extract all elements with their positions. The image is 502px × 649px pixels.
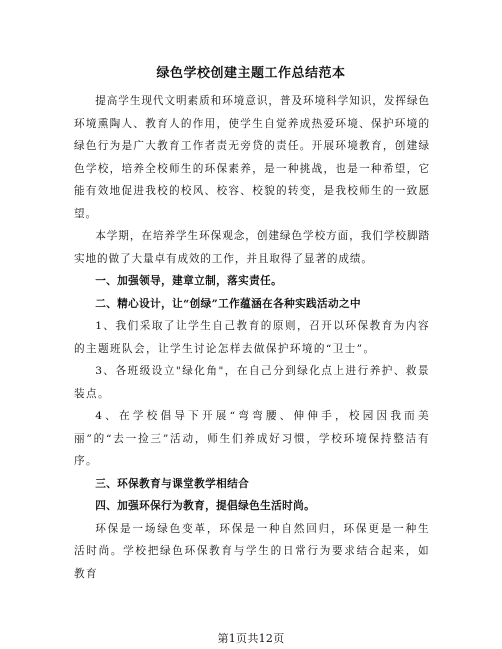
document-title: 绿色学校创建主题工作总结范本 <box>156 66 346 81</box>
paragraph-semester: 本学期，在培养学生环保观念，创建绿色学校方面，我们学校脚踏实地的做了大量卓有成效的工作，并且取得了显著的成绩。 <box>74 230 430 265</box>
section-heading-3: 三、环保教育与课堂教学相结合 <box>95 477 250 490</box>
paragraph-item-1: 1、我们采取了让学生自己教育的原则，召开以环保教育为内容的主题班队会，让学生讨论怎样去做保护环境的“卫士”。 <box>74 320 430 355</box>
paragraph-item-3: 3、各班级设立"绿化角"，在自己分到绿化点上进行养护、救景装点。 <box>74 365 430 400</box>
paragraph-intro: 提高学生现代文明素质和环境意识，普及环境科学知识，发挥绿色环境熏陶人、教育人的作用，使学生自觉养成热爱环境、保护环境的绿色行为是广大教育工作者责无旁贷的责任。开展环境教育，创建绿色学校，培养全校师生的环保素养，是一种挑战，也是一种希望，它能有效地促进我校的校风、校容、校貌的转变，是我校师生的一致愿望。 <box>74 95 430 220</box>
paragraph-item-4: 4、在学校倡导下开展“弯弯腰、伸伸手，校园因我而美丽”的“去一捡三”活动，师生们养成好习惯，学校环境保持整洁有序。 <box>74 410 430 467</box>
document-body <box>74 90 430 585</box>
section-heading-4: 四、加强环保行为教育，提倡绿色生活时尚。 <box>95 500 316 512</box>
paragraph-green-life: 环保是一场绿色变革，环保是一种自然回归，环保更是一种生活时尚。学校把绿色环保教育与学生的日常行为要求结合起来，如教育 <box>74 522 430 580</box>
section-heading-2: 二、精心设计，让“创绿”工作蕴涵在各种实践活动之中 <box>95 297 362 310</box>
page-number: 第1页共12页 <box>217 632 285 645</box>
section-heading-1: 一、加强领导，建章立制，落实责任。 <box>95 275 283 287</box>
